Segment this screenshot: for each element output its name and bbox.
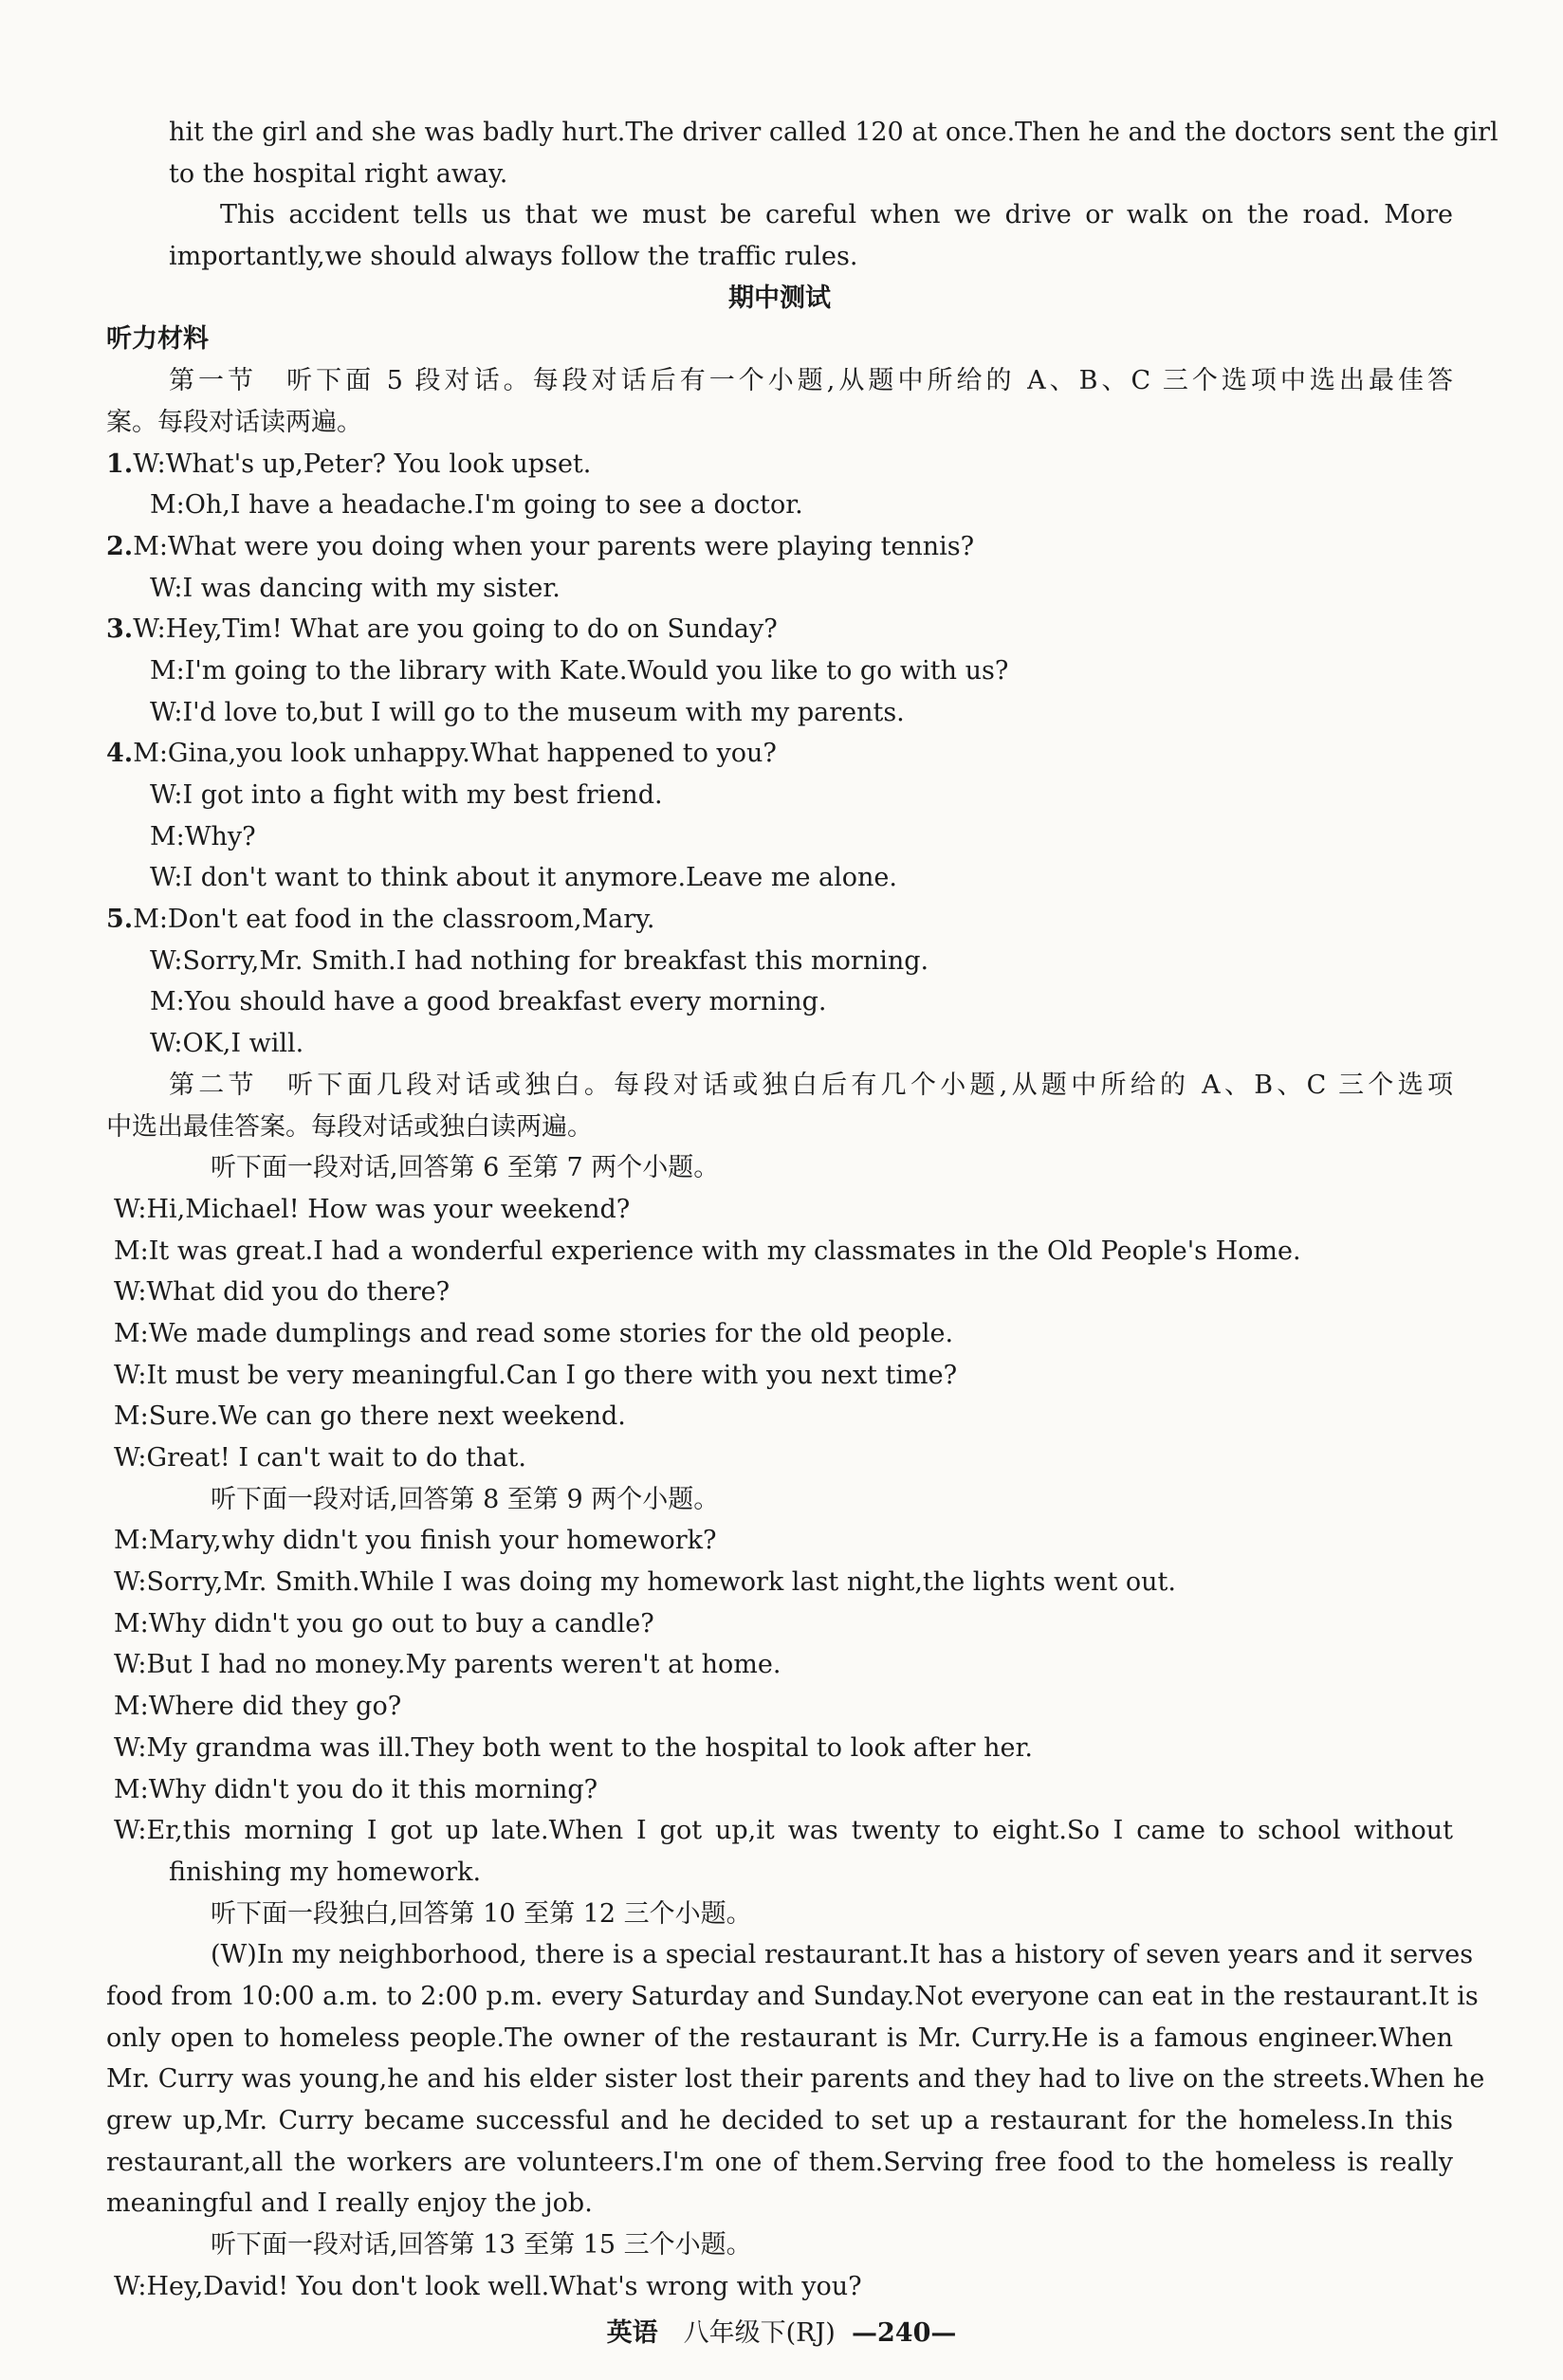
page-number: —240— — [852, 2318, 957, 2348]
line-text: W:What did you do there? — [114, 1277, 451, 1308]
text-line — [106, 236, 1453, 278]
text-line — [106, 941, 1453, 982]
line-text: importantly,we should always follow the traffic rules. — [169, 242, 858, 272]
text-line — [106, 194, 1453, 236]
text-line — [106, 154, 1453, 195]
text-line — [106, 1231, 1453, 1272]
text-line — [106, 2266, 1453, 2308]
line-text: 听下面一段对话,回答第 13 至第 15 三个小题。 — [211, 2230, 752, 2261]
text-line — [106, 1065, 1453, 1107]
text-line — [106, 112, 1499, 154]
text-line — [106, 360, 1453, 402]
line-text: Mr. Curry was young,he and his elder sister lost their parents and they had to live on the streets.When he — [106, 2064, 1485, 2095]
text-line — [106, 733, 1453, 775]
line-text: W:Sorry,Mr. Smith.While I was doing my homework last night,the lights went out. — [114, 1567, 1176, 1598]
footer-subject: 英语 — [606, 2318, 658, 2348]
text-line — [106, 1355, 1453, 1397]
line-text: W:OK,I will. — [150, 1029, 304, 1059]
text-line — [106, 1644, 1453, 1686]
text-line — [106, 1023, 1453, 1065]
line-text: M:Sure.We can go there next weekend. — [114, 1401, 626, 1432]
text-line — [106, 1272, 1453, 1313]
item-number: 5. — [106, 905, 134, 935]
line-text: M:You should have a good breakfast every morning. — [150, 987, 827, 1017]
text-line — [106, 2142, 1453, 2184]
text-line — [106, 1189, 1453, 1231]
text-line — [106, 609, 1453, 650]
document-body — [106, 112, 1499, 2307]
text-line — [106, 402, 1453, 444]
text-line — [106, 1396, 1453, 1437]
text-line — [106, 1728, 1453, 1769]
text-line — [106, 526, 1453, 568]
line-text: W:Hi,Michael! How was your weekend? — [114, 1194, 631, 1224]
line-text: 听下面一段对话,回答第 8 至第 9 两个小题。 — [211, 1484, 720, 1514]
text-line — [106, 1107, 1453, 1148]
text-line — [106, 1852, 1453, 1894]
text-line — [106, 1934, 1474, 1976]
line-text: (W)In my neighborhood, there is a special restaurant.It has a history of seven years and it serves — [211, 1940, 1474, 1970]
line-text: W:But I had no money.My parents weren't at home. — [114, 1650, 782, 1680]
line-text: M:Why? — [150, 821, 256, 851]
line-text: W:Hey,Tim! What are you going to do on Sunday? — [133, 614, 778, 645]
text-line — [106, 2224, 1453, 2266]
text-line — [106, 650, 1453, 692]
line-text: W:Sorry,Mr. Smith.I had nothing for breakfast this morning. — [150, 945, 929, 976]
line-text: 第二节 听下面几段对话或独白。每段对话或独白后有几个小题,从题中所给的 A、B、C 三个选项 — [169, 1070, 1453, 1100]
text-line — [106, 2018, 1453, 2060]
text-line — [106, 1894, 1453, 1935]
line-text: M:Why didn't you go out to buy a candle? — [114, 1608, 654, 1639]
line-text: W:Great! I can't wait to do that. — [114, 1443, 526, 1473]
line-text: meaningful and I really enjoy the job. — [106, 2188, 593, 2219]
text-line — [106, 692, 1453, 734]
line-text: M:Why didn't you do it this morning? — [114, 1774, 598, 1804]
line-text: M:What were you doing when your parents were playing tennis? — [133, 531, 975, 561]
text-line — [106, 1147, 1453, 1189]
line-text: This accident tells us that we must be careful when we drive or walk on the road. More — [220, 200, 1453, 230]
section-title — [106, 278, 1453, 320]
line-text: W:It must be very meaningful.Can I go there with you next time? — [114, 1360, 958, 1390]
text-line — [106, 1976, 1479, 2018]
text-line — [106, 1479, 1453, 1521]
line-text: M:Don't eat food in the classroom,Mary. — [133, 905, 655, 935]
line-text: food from 10:00 a.m. to 2:00 p.m. every Saturday and Sunday.Not everyone can eat in the restaurant.It is — [106, 1981, 1479, 2011]
item-number: 1. — [106, 449, 134, 479]
line-text: W:I'd love to,but I will go to the museum with my parents. — [150, 697, 905, 727]
text-line — [106, 981, 1453, 1023]
text-line — [106, 1520, 1453, 1562]
line-text: M:Where did they go? — [114, 1692, 402, 1722]
text-line — [106, 1769, 1453, 1811]
line-text: M:Mary,why didn't you finish your homework? — [114, 1526, 717, 1556]
page-footer — [0, 2312, 1563, 2349]
text-line — [106, 1562, 1453, 1603]
line-text: 听力材料 — [106, 324, 209, 355]
line-text: M:It was great.I had a wonderful experience with my classmates in the Old People's Home. — [114, 1236, 1301, 1266]
text-line — [106, 2100, 1453, 2142]
line-text: 第一节 听下面 5 段对话。每段对话后有一个小题,从题中所给的 A、B、C 三个选项中选出最佳答 — [169, 366, 1453, 396]
text-line — [106, 444, 1453, 485]
line-text: 中选出最佳答案。每段对话或独白读两遍。 — [106, 1111, 593, 1142]
text-line — [106, 1810, 1453, 1852]
item-number: 3. — [106, 614, 134, 645]
line-text: only open to homeless people.The owner of the restaurant is Mr. Curry.He is a famous engineer.When — [106, 2023, 1453, 2053]
text-line — [106, 2059, 1485, 2100]
line-text: hit the girl and she was badly hurt.The driver called 120 at once.Then he and the doctors sent the girl — [169, 118, 1499, 147]
line-text: W:What's up,Peter? You look upset. — [133, 449, 592, 479]
text-line — [106, 1313, 1453, 1355]
line-text: restaurant,all the workers are volunteers.I'm one of them.Serving free food to the homeless is really — [106, 2147, 1453, 2177]
text-line — [106, 2183, 1453, 2224]
line-text: 听下面一段独白,回答第 10 至第 12 三个小题。 — [211, 1898, 752, 1929]
line-text: 听下面一段对话,回答第 6 至第 7 两个小题。 — [211, 1153, 720, 1183]
text-line — [106, 816, 1453, 858]
text-line — [106, 568, 1453, 610]
line-text: M:I'm going to the library with Kate.Would you like to go with us? — [150, 655, 1009, 686]
text-line — [106, 899, 1453, 941]
text-line — [106, 485, 1453, 526]
line-text: finishing my homework. — [169, 1857, 482, 1887]
line-text: W:Er,this morning I got up late.When I got up,it was twenty to eight.So I came to school without — [114, 1816, 1453, 1846]
line-text: M:Oh,I have a headache.I'm going to see a doctor. — [150, 490, 803, 521]
line-text: W:Hey,David! You don't look well.What's wrong with you? — [114, 2271, 862, 2301]
text-line — [106, 1603, 1453, 1645]
text-line — [106, 857, 1453, 899]
text-line — [106, 775, 1453, 816]
line-text: M:We made dumplings and read some stories for the old people. — [114, 1318, 954, 1348]
item-number: 4. — [106, 739, 134, 769]
footer-grade: 八年级下(RJ) — [683, 2318, 836, 2348]
line-text: W:My grandma was ill.They both went to the hospital to look after her. — [114, 1732, 1033, 1763]
line-text: W:I was dancing with my sister. — [150, 573, 561, 603]
line-text: W:I got into a fight with my best friend. — [150, 780, 663, 810]
line-text: 期中测试 — [728, 283, 831, 313]
text-line — [106, 1686, 1453, 1728]
line-text: grew up,Mr. Curry became successful and he decided to set up a restaurant for the homeless.In this — [106, 2106, 1453, 2135]
line-text: W:I don't want to think about it anymore.Leave me alone. — [150, 863, 897, 893]
line-text: M:Gina,you look unhappy.What happened to you? — [133, 739, 777, 769]
item-number: 2. — [106, 531, 134, 561]
line-text: 案。每段对话读两遍。 — [106, 407, 362, 437]
section-header — [106, 319, 1453, 360]
text-line — [106, 1437, 1453, 1479]
line-text: to the hospital right away. — [169, 158, 508, 189]
